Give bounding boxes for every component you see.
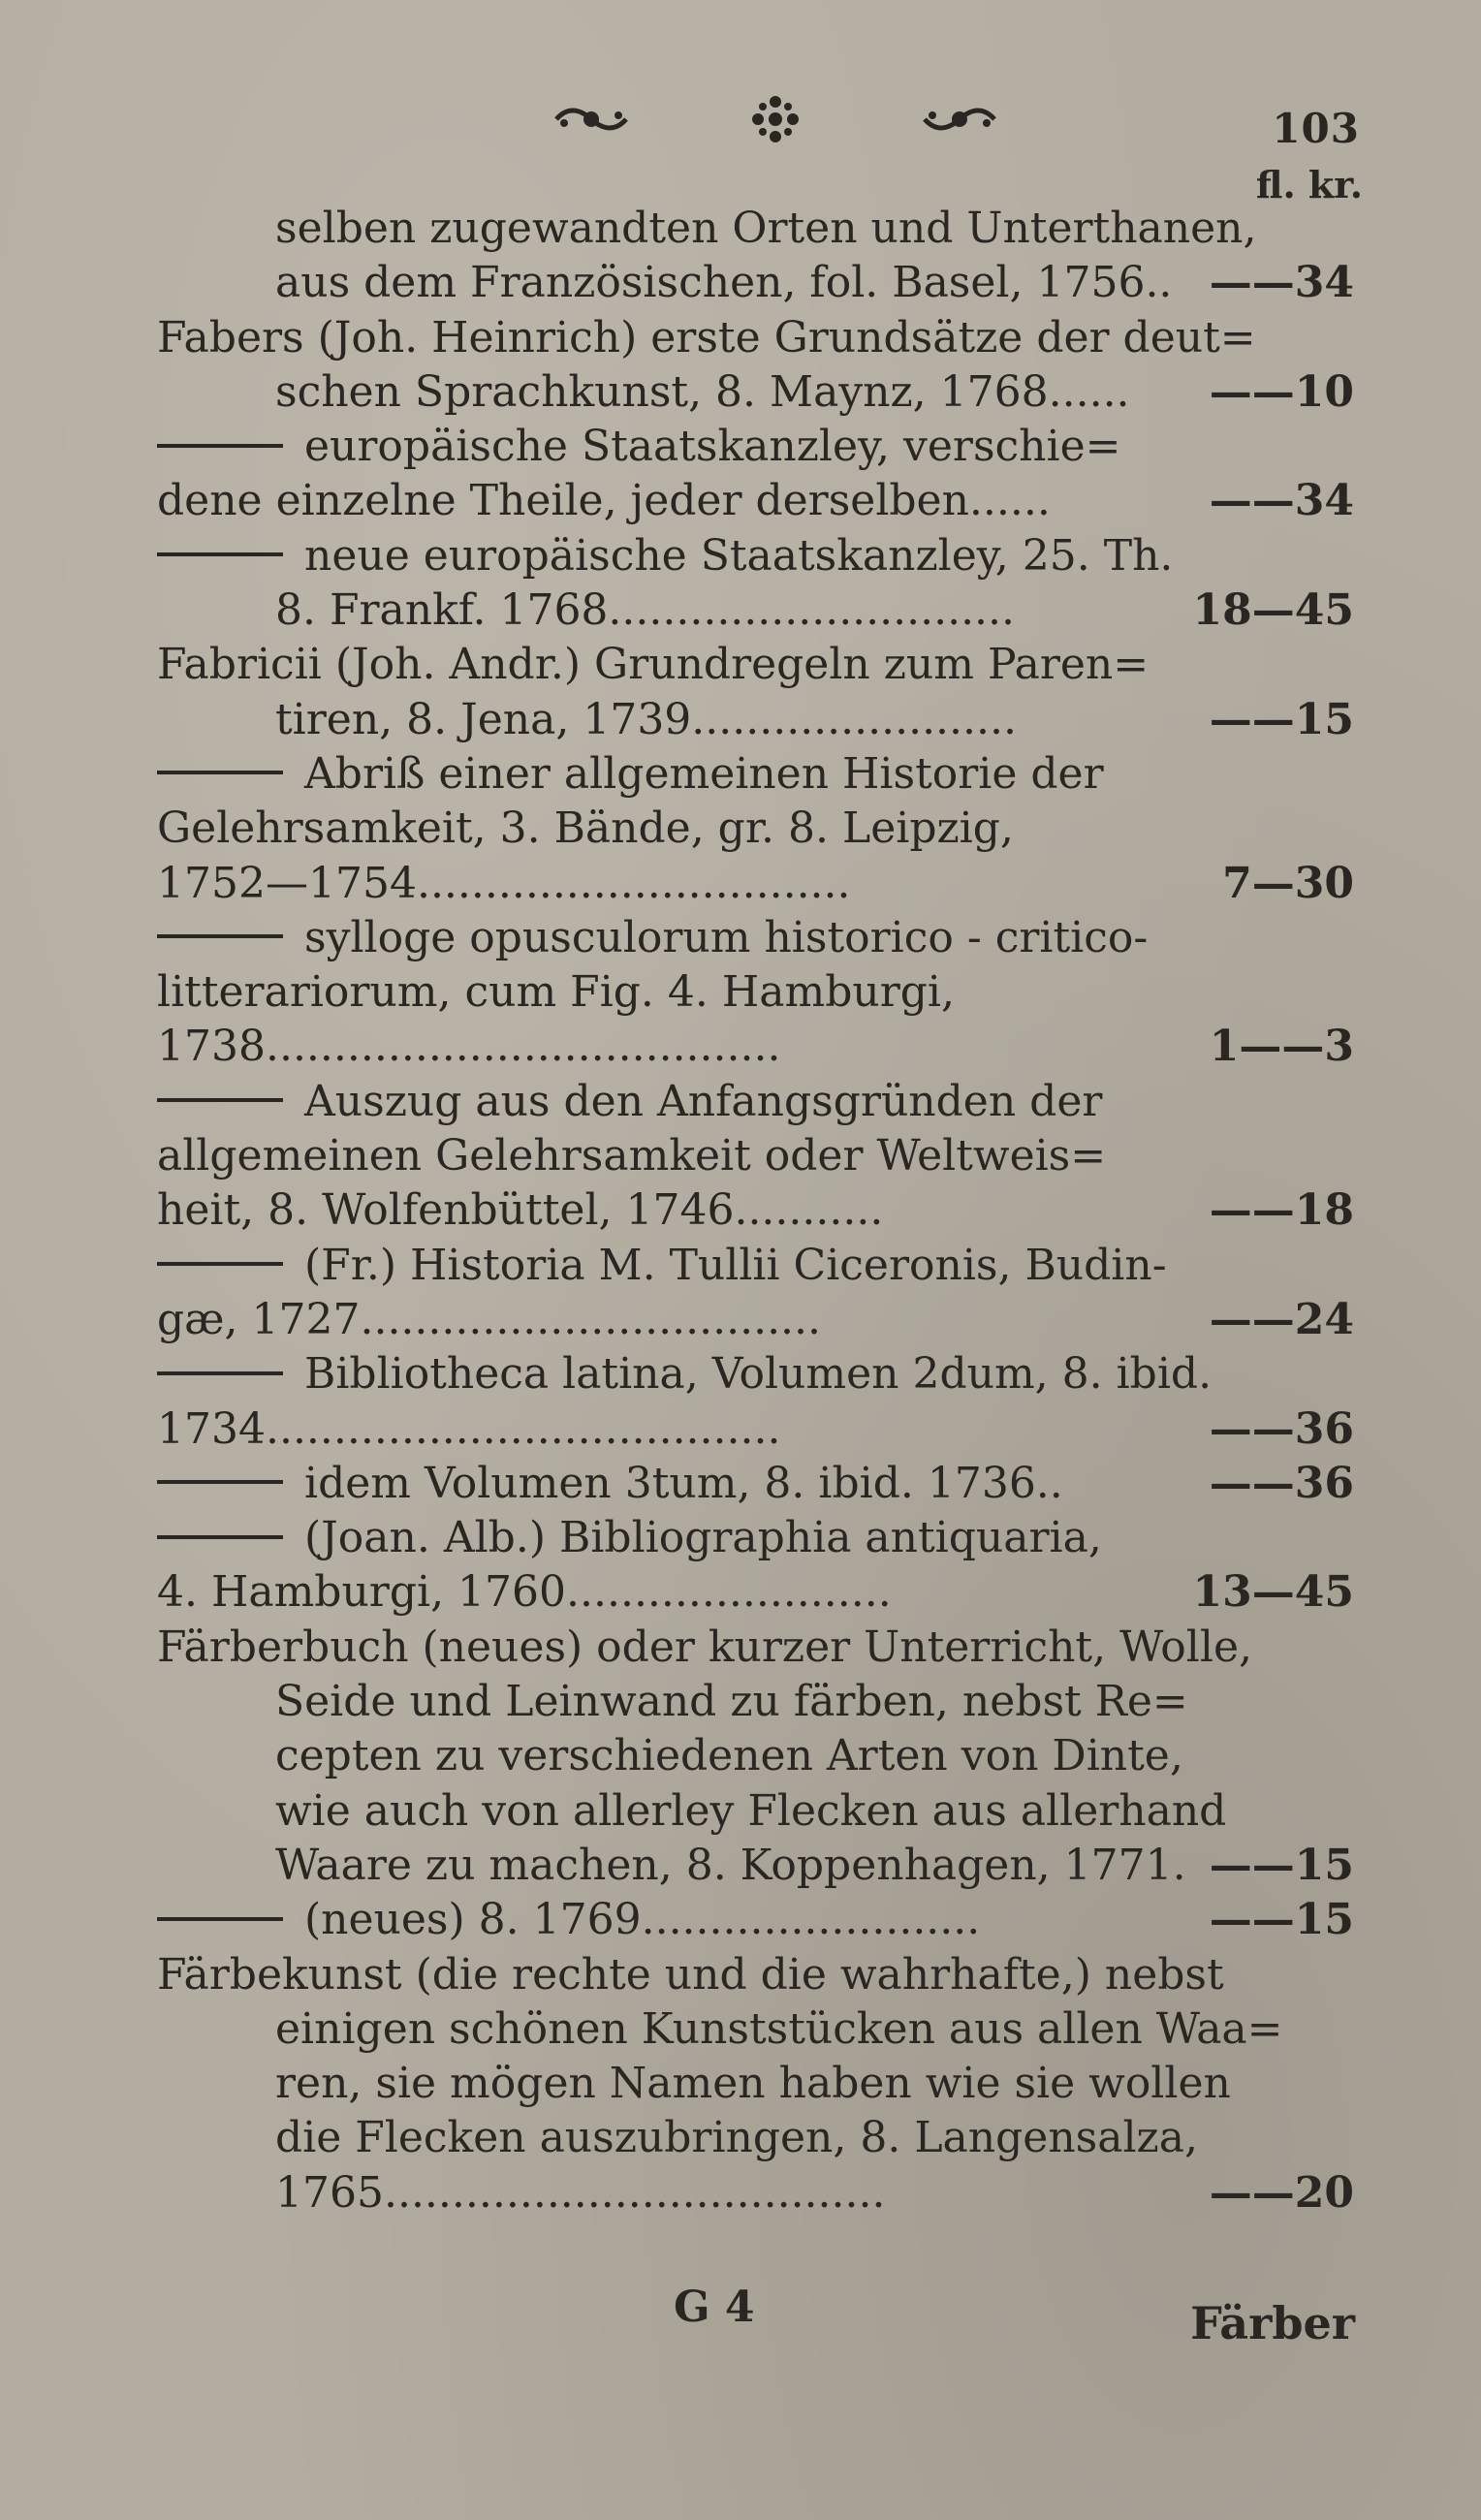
catalog-line [157, 1675, 1369, 1729]
ditto-dash [157, 1480, 283, 1484]
catalog-line-label: Waare zu machen, 8. Koppenhagen, 1771. [275, 1840, 1186, 1890]
catalog-line-text [275, 2002, 1283, 2057]
catalog-line [157, 311, 1369, 365]
catalog-line [157, 1729, 1369, 1783]
star-ornament-icon [748, 92, 803, 146]
catalog-line [157, 202, 1369, 256]
catalog-line-label: idem Volumen 3tum, 8. ibid. 1736.. [304, 1458, 1063, 1508]
catalog-line-label: (Fr.) Historia M. Tullii Ciceronis, Budin- [304, 1240, 1167, 1290]
catalog-line-text [157, 311, 1256, 365]
ditto-dash [157, 934, 283, 938]
catalog-line [157, 1839, 1369, 1893]
catalog-line [157, 1129, 1369, 1183]
catalog-line-text [157, 474, 1155, 528]
catalog-line [157, 2002, 1369, 2057]
catalog-line-label: 1765..................................... [275, 2167, 886, 2218]
catalog-line [157, 529, 1369, 583]
ditto-dash [157, 1371, 283, 1375]
catalog-line-text [275, 2166, 1155, 2221]
price: ——36 [1209, 1403, 1354, 1454]
catalog-line [157, 583, 1369, 638]
ditto-dash [157, 1917, 283, 1921]
catalog-line-label: Färbekunst (die rechte und die wahrhafte,) nebst [157, 1949, 1224, 2000]
catalog-line [157, 1020, 1369, 1074]
catalog-line-label: ren, sie mögen Namen haben wie sie wollen [275, 2059, 1231, 2109]
catalog-line-text [275, 2057, 1231, 2111]
catalog-line-text [157, 1293, 1155, 1347]
catalog-line-text [157, 911, 1155, 965]
catalog-line-text [157, 638, 1155, 692]
catalog-line-label: europäische Staatskanzley, verschie= [304, 422, 1121, 472]
catalog-line-label: 1738...................................... [157, 1022, 781, 1072]
catalog-line-text [157, 1511, 1155, 1565]
price: 13—45 [1192, 1567, 1354, 1618]
price: ——34 [1209, 476, 1354, 526]
catalog-line [157, 1075, 1369, 1129]
catalog-line-text [275, 2111, 1198, 2165]
catalog-line-text [275, 1675, 1188, 1729]
catalog-line-label: 1752—1754................................ [157, 858, 851, 908]
ditto-dash [157, 1262, 283, 1266]
catalog-line-text [157, 1621, 1252, 1675]
ditto-dash [157, 1098, 283, 1102]
catalog-line-label: 8. Frankf. 1768.............................. [275, 585, 1016, 636]
catalog-line-label: Seide und Leinwand zu färben, nebst Re= [275, 1677, 1188, 1727]
ditto-dash [157, 552, 283, 556]
catalog-line-label: wie auch von allerley Flecken aus allerhand [275, 1785, 1227, 1836]
catalog-line-label: schen Sprachkunst, 8. Maynz, 1768...... [275, 366, 1130, 417]
catalog-line-text [157, 1129, 1155, 1183]
price: 7—30 [1222, 858, 1354, 908]
catalog-line-text [157, 529, 1174, 583]
currency-header: fl. kr. [1255, 163, 1363, 206]
catalog-line-label: Gelehrsamkeit, 3. Bände, gr. 8. Leipzig, [157, 803, 1014, 854]
price: ——20 [1209, 2167, 1354, 2218]
catalog-line-text [275, 202, 1257, 256]
catalog-line [157, 1457, 1369, 1511]
catalog-line [157, 1948, 1369, 2002]
price: ——36 [1209, 1458, 1354, 1508]
catalog-line [157, 965, 1369, 1020]
catalog-line-text [157, 747, 1155, 802]
catalog-line-label: Fabers (Joh. Heinrich) erste Grundsätze der deut= [157, 312, 1256, 362]
catalog-line-text [275, 1784, 1227, 1839]
catalog-line-label: die Flecken auszubringen, 8. Langensalza, [275, 2113, 1198, 2163]
price: ——10 [1209, 366, 1354, 417]
catalog-line [157, 802, 1369, 856]
header-ornaments [552, 85, 998, 153]
catalog-line-label: heit, 8. Wolfenbüttel, 1746........... [157, 1185, 884, 1236]
catalog-line [157, 1565, 1369, 1620]
signature-mark: G 4 [674, 2283, 755, 2332]
catalog-line-text [275, 1729, 1183, 1783]
catalog-line-label: 1734...................................... [157, 1403, 781, 1454]
catalog-line-label: litterariorum, cum Fig. 4. Hamburgi, [157, 967, 955, 1018]
catalog-line [157, 638, 1369, 692]
catalog-line [157, 365, 1369, 420]
ditto-dash [157, 444, 283, 448]
catalog-line-text [157, 420, 1155, 474]
catalog-line-text [157, 965, 1155, 1020]
catchword: Färber [1190, 2297, 1355, 2349]
catalog-line-text [157, 1893, 1155, 1947]
price: 18—45 [1192, 585, 1354, 636]
catalog-line [157, 1183, 1369, 1238]
catalog-line-label: Fabricii (Joh. Andr.) Grundregeln zum Paren= [157, 640, 1150, 690]
catalog-line-label: selben zugewandten Orten und Unterthanen, [275, 204, 1257, 253]
catalog-line-label: dene einzelne Theile, jeder derselben...... [157, 476, 1051, 526]
catalog-line-text [157, 802, 1155, 856]
catalog-line-text [157, 1457, 1155, 1511]
catalog-entries [157, 202, 1369, 2221]
catalog-line-text [275, 365, 1155, 420]
catalog-line-label: einigen schönen Kunststücken aus allen Waa= [275, 2003, 1283, 2054]
catalog-line [157, 1621, 1369, 1675]
ditto-dash [157, 771, 283, 774]
catalog-line [157, 420, 1369, 474]
catalog-line-label: Färberbuch (neues) oder kurzer Unterricht, Wolle, [157, 1622, 1252, 1672]
catalog-line [157, 256, 1369, 310]
catalog-line [157, 2111, 1369, 2165]
price: ——24 [1209, 1294, 1354, 1344]
catalog-line-label: 4. Hamburgi, 1760........................ [157, 1567, 892, 1618]
catalog-line-text [275, 583, 1155, 638]
catalog-line [157, 693, 1369, 747]
catalog-line-text [157, 857, 1155, 911]
catalog-line [157, 474, 1369, 528]
catalog-line-text [157, 1239, 1167, 1293]
fleuron-left-icon [552, 100, 630, 139]
price: ——15 [1209, 1840, 1354, 1890]
page-number: 103 [1272, 105, 1360, 152]
catalog-line-label: (Joan. Alb.) Bibliographia antiquaria, [304, 1513, 1102, 1563]
catalog-line-label: Auszug aus den Anfangsgründen der [304, 1076, 1103, 1126]
catalog-line-label: allgemeinen Gelehrsamkeit oder Weltweis= [157, 1131, 1107, 1181]
catalog-line-label: sylloge opusculorum historico - critico- [304, 912, 1149, 962]
catalog-line [157, 857, 1369, 911]
catalog-line [157, 1239, 1369, 1293]
fleuron-right-icon [921, 100, 998, 139]
price: 1——3 [1209, 1022, 1354, 1072]
catalog-line [157, 747, 1369, 802]
catalog-line-label: aus dem Französischen, fol. Basel, 1756.. [275, 258, 1173, 308]
catalog-line [157, 1893, 1369, 1947]
catalog-line-text [157, 1075, 1155, 1129]
catalog-line-text [157, 1183, 1155, 1238]
catalog-line [157, 1402, 1369, 1457]
ditto-dash [157, 1535, 283, 1539]
catalog-line-text [157, 1347, 1213, 1402]
catalog-line-label: Abriß einer allgemeinen Historie der [304, 748, 1104, 799]
catalog-line-text [275, 256, 1173, 310]
catalog-line-text [157, 1565, 1155, 1620]
price: ——15 [1209, 694, 1354, 744]
catalog-line [157, 1511, 1369, 1565]
catalog-line-label: gæ, 1727.................................. [157, 1294, 822, 1344]
catalog-line [157, 1293, 1369, 1347]
catalog-line-label: Bibliotheca latina, Volumen 2dum, 8. ibid. [304, 1349, 1213, 1400]
catalog-line-text [157, 1020, 1155, 1074]
price: ——34 [1209, 258, 1354, 308]
catalog-line-label: neue europäische Staatskanzley, 25. Th. [304, 530, 1174, 581]
catalog-line-label: (neues) 8. 1769......................... [304, 1895, 981, 1945]
price: ——15 [1209, 1895, 1354, 1945]
catalog-line [157, 1347, 1369, 1402]
catalog-line-label: tiren, 8. Jena, 1739........................ [275, 694, 1017, 744]
catalog-line-text [157, 1402, 1155, 1457]
catalog-line [157, 1784, 1369, 1839]
catalog-line-text [275, 693, 1155, 747]
catalog-line [157, 2166, 1369, 2221]
catalog-line [157, 2057, 1369, 2111]
catalog-line [157, 911, 1369, 965]
catalog-line-text [157, 1948, 1224, 2002]
price: ——18 [1209, 1185, 1354, 1236]
catalog-line-label: cepten zu verschiedenen Arten von Dinte, [275, 1731, 1183, 1781]
catalog-line-text [275, 1839, 1186, 1893]
